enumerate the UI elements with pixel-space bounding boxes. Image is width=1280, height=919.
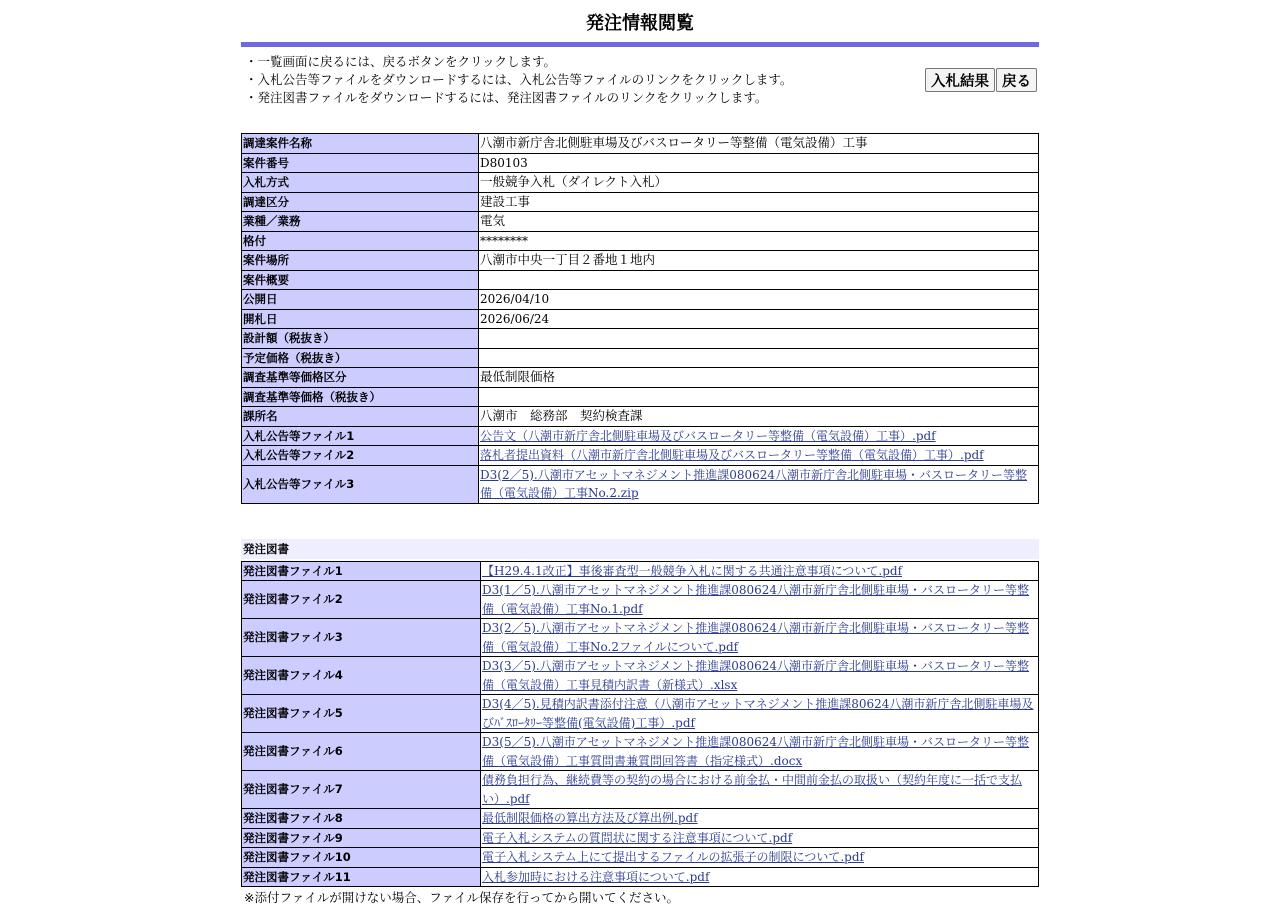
file-download-link[interactable]: 入札参加時における注意事項について.pdf bbox=[482, 869, 710, 884]
field-value: 最低制限価格 bbox=[479, 368, 1039, 388]
field-value: 八潮市 総務部 契約検査課 bbox=[479, 407, 1039, 427]
table-row bbox=[242, 387, 1039, 407]
field-label: 入札方式 bbox=[242, 173, 479, 193]
table-row bbox=[242, 212, 1039, 232]
field-value: 八潮市新庁舎北側駐車場及びバスロータリー等整備（電気設備）工事 bbox=[479, 134, 1039, 154]
field-label: 予定価格（税抜き） bbox=[242, 348, 479, 368]
action-buttons bbox=[924, 68, 1037, 92]
file-link-cell bbox=[481, 848, 1039, 868]
guide-text-drawing-files: ・発注図書ファイルをダウンロードするには、発注図書ファイルのリンクをクリックします。 bbox=[245, 90, 768, 105]
table-row bbox=[242, 309, 1039, 329]
field-value: ******** bbox=[479, 231, 1039, 251]
field-label: 調達区分 bbox=[242, 192, 479, 212]
table-row bbox=[242, 733, 1039, 771]
field-value: D80103 bbox=[479, 153, 1039, 173]
file-link-cell bbox=[481, 809, 1039, 829]
table-row bbox=[242, 581, 1039, 619]
file-download-link[interactable]: 債務負担行為、継続費等の契約の場合における前金払・中間前金払の取扱い（契約年度に一括で支払い）.pdf bbox=[482, 773, 1023, 806]
field-value: 八潮市中央一丁目２番地１地内 bbox=[479, 251, 1039, 271]
field-label: 発注図書ファイル4 bbox=[242, 657, 481, 695]
file-download-link[interactable]: D3(1／5).八潮市アセットマネジメント推進課080624八潮市新庁舎北側駐車場・バスロータリー等整備（電気設備）工事No.1.pdf bbox=[482, 583, 1030, 616]
table-row bbox=[242, 848, 1039, 868]
file-link-cell bbox=[481, 867, 1039, 887]
field-label: 調達案件名称 bbox=[242, 134, 479, 154]
field-label: 発注図書ファイル5 bbox=[242, 695, 481, 733]
table-row bbox=[242, 619, 1039, 657]
table-row bbox=[242, 329, 1039, 349]
file-link-cell bbox=[479, 446, 1039, 466]
table-row bbox=[242, 348, 1039, 368]
order-info-table bbox=[241, 133, 1039, 504]
table-row bbox=[242, 828, 1039, 848]
field-value bbox=[479, 270, 1039, 290]
file-download-link[interactable]: 公告文（八潮市新庁舎北側駐車場及びバスロータリー等整備（電気設備）工事）.pdf bbox=[480, 428, 936, 443]
field-label: 発注図書ファイル3 bbox=[242, 619, 481, 657]
table-row bbox=[242, 465, 1039, 503]
file-link-cell bbox=[481, 657, 1039, 695]
table-row bbox=[242, 657, 1039, 695]
file-link-cell bbox=[481, 561, 1039, 581]
file-download-link[interactable]: D3(3／5).八潮市アセットマネジメント推進課080624八潮市新庁舎北側駐車場・バスロータリー等整備（電気設備）工事見積内訳書（新様式）.xlsx bbox=[482, 659, 1030, 692]
field-label: 発注図書ファイル1 bbox=[242, 561, 481, 581]
file-download-link[interactable]: 落札者提出資料（八潮市新庁舎北側駐車場及びバスロータリー等整備（電気設備）工事）.pdf bbox=[480, 448, 984, 462]
file-link-cell bbox=[481, 828, 1039, 848]
field-label: 開札日 bbox=[242, 309, 479, 329]
field-label: 入札公告等ファイル1 bbox=[242, 426, 479, 446]
field-label: 発注図書ファイル8 bbox=[242, 809, 481, 829]
file-link-cell bbox=[481, 619, 1039, 657]
field-label: 設計額（税抜き） bbox=[242, 329, 479, 349]
field-value bbox=[479, 329, 1039, 349]
field-value bbox=[479, 348, 1039, 368]
table-row bbox=[242, 771, 1039, 809]
field-value: 建設工事 bbox=[479, 192, 1039, 212]
back-button[interactable]: 戻る bbox=[996, 68, 1037, 92]
field-label: 発注図書ファイル7 bbox=[242, 771, 481, 809]
table-row bbox=[242, 561, 1039, 581]
guide-text-notice-files: ・入札公告等ファイルをダウンロードするには、入札公告等ファイルのリンクをクリックします。 bbox=[245, 72, 793, 87]
file-link-cell bbox=[479, 465, 1039, 503]
file-download-link[interactable]: D3(2／5).八潮市アセットマネジメント推進課080624八潮市新庁舎北側駐車場・バスロータリー等整備（電気設備）工事No.2.zip bbox=[480, 467, 1028, 500]
field-value: 2026/06/24 bbox=[479, 309, 1039, 329]
guide-text-back: ・一覧画面に戻るには、戻るボタンをクリックします。 bbox=[245, 54, 557, 69]
file-download-link[interactable]: 【H29.4.1改正】事後審査型一般競争入札に関する共通注意事項について.pdf bbox=[482, 563, 903, 578]
page-title: 発注情報閲覧 bbox=[586, 13, 694, 34]
file-download-link[interactable]: 電子入札システムの質問状に関する注意事項について.pdf bbox=[482, 830, 793, 845]
field-label: 発注図書ファイル9 bbox=[242, 828, 481, 848]
file-download-link[interactable]: D3(4／5).見積内訳書添付注意（八潮市アセットマネジメント推進課80624八潮市新庁舎北側駐車場及びﾊﾞｽﾛｰﾀﾘｰ等整備(電気設備)工事）.pdf bbox=[482, 697, 1034, 730]
field-label: 案件場所 bbox=[242, 251, 479, 271]
field-label: 発注図書ファイル10 bbox=[242, 848, 481, 868]
file-link-cell bbox=[481, 695, 1039, 733]
file-download-link[interactable]: 電子入札システム上にて提出するファイルの拡張子の制限について.pdf bbox=[482, 850, 864, 864]
footnote: ※添付ファイルが開けない場合、ファイル保存を行ってから開いてください。 bbox=[244, 890, 679, 905]
table-row bbox=[242, 270, 1039, 290]
table-row bbox=[242, 368, 1039, 388]
file-link-cell bbox=[481, 733, 1039, 771]
file-link-cell bbox=[481, 771, 1039, 809]
page-container bbox=[241, 0, 1039, 909]
field-label: 調査基準等価格（税抜き） bbox=[242, 387, 479, 407]
field-label: 入札公告等ファイル3 bbox=[242, 465, 479, 503]
drawings-section-heading: 発注図書 bbox=[241, 539, 1039, 559]
field-label: 課所名 bbox=[242, 407, 479, 427]
field-value: 一般競争入札（ダイレクト入札） bbox=[479, 173, 1039, 193]
file-link-cell bbox=[479, 426, 1039, 446]
table-row bbox=[242, 290, 1039, 310]
table-row bbox=[242, 695, 1039, 733]
field-label: 入札公告等ファイル2 bbox=[242, 446, 479, 466]
field-label: 発注図書ファイル6 bbox=[242, 733, 481, 771]
file-link-cell bbox=[481, 581, 1039, 619]
field-value: 電気 bbox=[479, 212, 1039, 232]
file-download-link[interactable]: 最低制限価格の算出方法及び算出例.pdf bbox=[482, 811, 698, 825]
guide-list bbox=[241, 47, 1039, 107]
field-label: 発注図書ファイル11 bbox=[242, 867, 481, 887]
file-download-link[interactable]: D3(2／5).八潮市アセットマネジメント推進課080624八潮市新庁舎北側駐車場・バスロータリー等整備（電気設備）工事No.2ファイルについて.pdf bbox=[482, 621, 1030, 654]
file-download-link[interactable]: D3(5／5).八潮市アセットマネジメント推進課080624八潮市新庁舎北側駐車場・バスロータリー等整備（電気設備）工事質問書兼質問回答書（指定様式）.docx bbox=[482, 735, 1030, 768]
table-row bbox=[242, 192, 1039, 212]
field-label: 案件番号 bbox=[242, 153, 479, 173]
table-row bbox=[242, 153, 1039, 173]
field-label: 公開日 bbox=[242, 290, 479, 310]
drawing-files-table bbox=[241, 561, 1039, 888]
field-label: 業種／業務 bbox=[242, 212, 479, 232]
table-row bbox=[242, 173, 1039, 193]
table-row bbox=[242, 809, 1039, 829]
field-value bbox=[479, 387, 1039, 407]
field-label: 案件概要 bbox=[242, 270, 479, 290]
table-row bbox=[242, 867, 1039, 887]
bid-result-button[interactable]: 入札結果 bbox=[925, 68, 995, 92]
field-value: 2026/04/10 bbox=[479, 290, 1039, 310]
field-label: 発注図書ファイル2 bbox=[242, 581, 481, 619]
table-row bbox=[242, 426, 1039, 446]
field-label: 調査基準等価格区分 bbox=[242, 368, 479, 388]
table-row bbox=[242, 407, 1039, 427]
table-row bbox=[242, 134, 1039, 154]
table-row bbox=[242, 251, 1039, 271]
table-row bbox=[242, 231, 1039, 251]
field-label: 格付 bbox=[242, 231, 479, 251]
guide-section bbox=[241, 47, 1039, 114]
table-row bbox=[242, 446, 1039, 466]
